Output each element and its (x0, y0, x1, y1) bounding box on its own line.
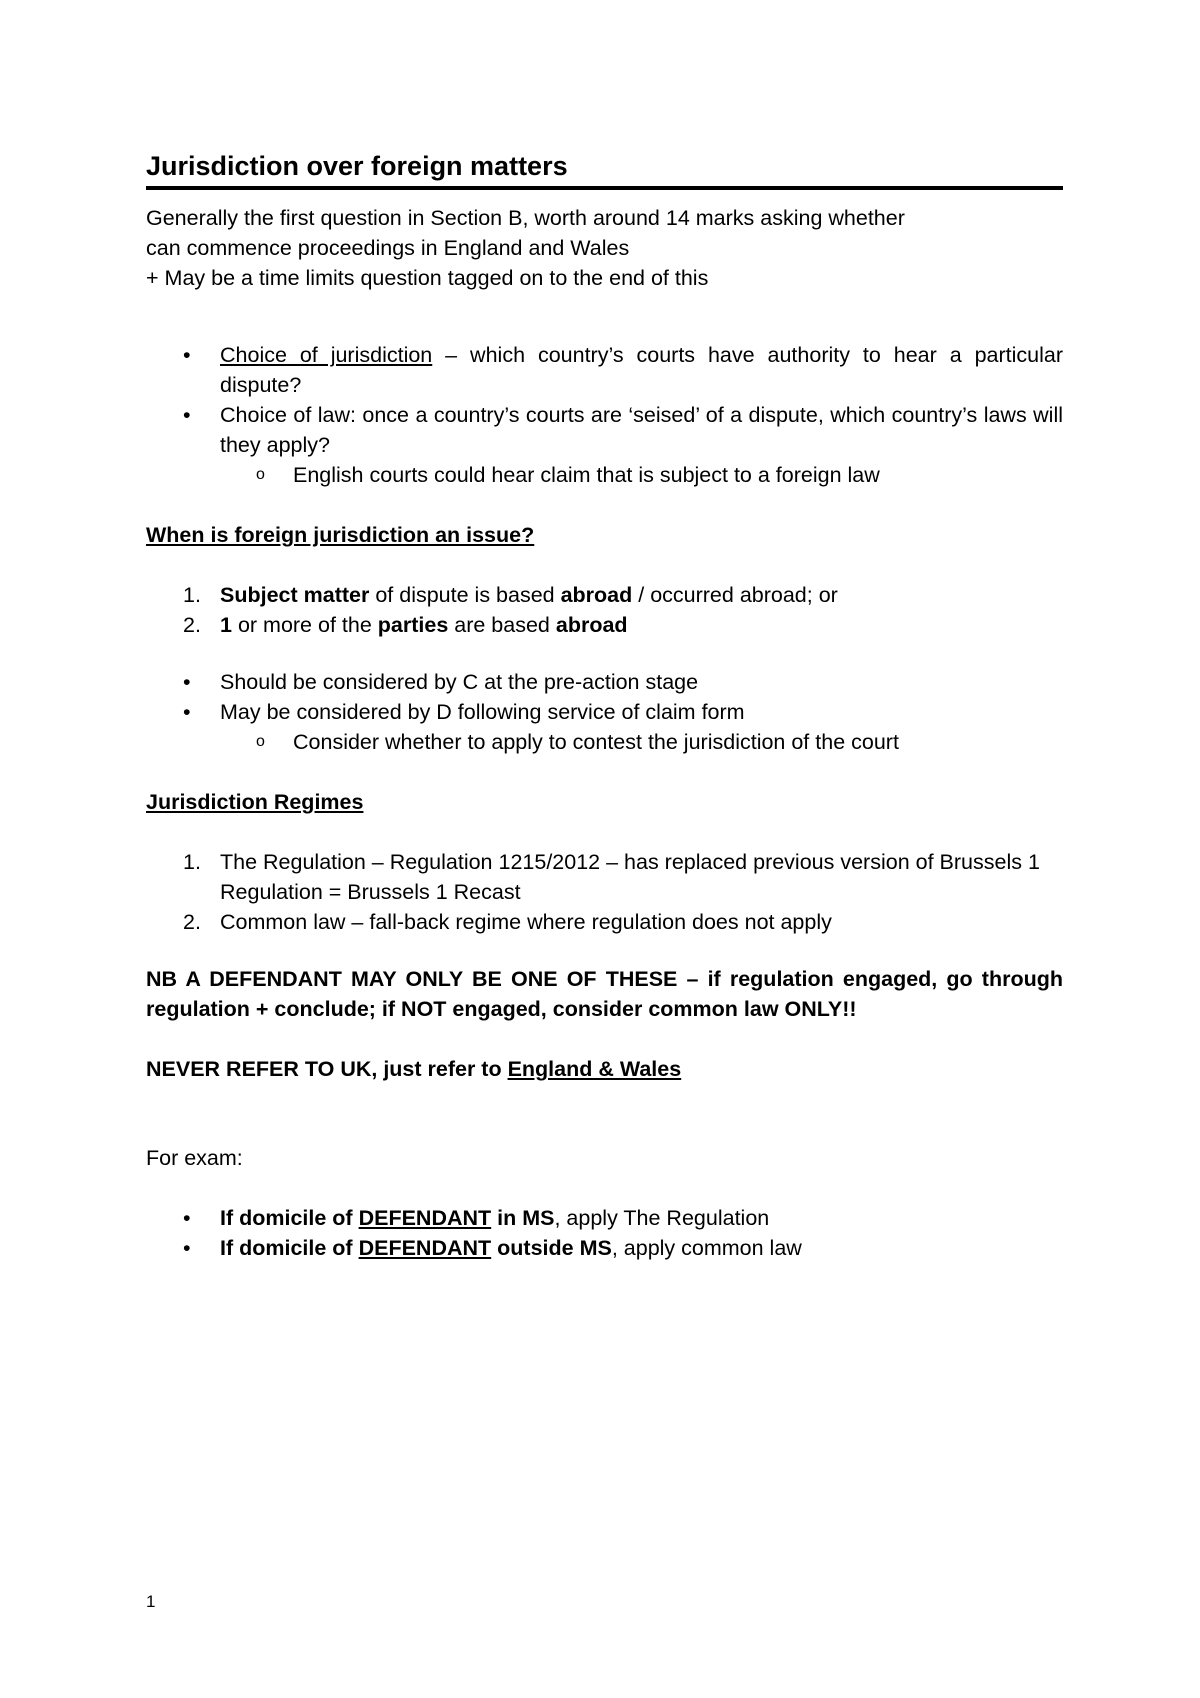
exam-list (146, 1203, 1063, 1263)
list-item (146, 340, 1063, 400)
regime-text: The Regulation – Regulation 1215/2012 – has replaced previous version of Brussels 1 Regulation = Brussels 1 Recast (220, 850, 1040, 904)
regime-text: Common law – fall-back regime where regulation does not apply (220, 910, 832, 934)
parties-text: parties (377, 613, 449, 637)
subject-matter-text: Subject matter (220, 583, 370, 607)
choice-jurisdiction-term: Choice of jurisdiction (220, 343, 433, 367)
bullet-icon: • (183, 1206, 191, 1230)
one-text: 1 (220, 613, 232, 637)
regimes-list (146, 847, 1063, 937)
regimes-section (146, 787, 1063, 817)
list-item (146, 1233, 1063, 1263)
text-span: of dispute is based (369, 583, 561, 607)
text-span: If domicile of (220, 1236, 359, 1260)
choice-law-text: Choice of law: once a country’s courts are ‘seised’ of a dispute, which country’s laws will they apply? (220, 403, 1063, 457)
list-item (146, 1203, 1063, 1233)
defendant-text: DEFENDANT (358, 1236, 492, 1260)
bullet-icon: • (183, 700, 191, 724)
sub-list-item (146, 727, 1063, 757)
bullet-text: Should be considered by C at the pre-action stage (220, 670, 699, 694)
bullet-text: May be considered by D following service of claim form (220, 700, 745, 724)
choice-jurisdiction-text: – which country’s courts have authority to hear a particular dispute? (220, 343, 1063, 397)
choice-law-subtext: English courts could hear claim that is subject to a foreign law (293, 463, 880, 487)
bullet-icon: • (183, 343, 191, 367)
page-number: 1 (146, 1592, 156, 1611)
text-span: , apply The Regulation (554, 1206, 770, 1230)
nb-paragraph (146, 964, 1063, 1024)
sub-list-item (146, 460, 1063, 490)
list-item (146, 697, 1063, 727)
bullet-icon: • (183, 1236, 191, 1260)
abroad-text: abroad (555, 613, 628, 637)
text-span: outside MS (491, 1236, 612, 1260)
sub-bullet-icon: o (256, 466, 265, 483)
intro-line-1: Generally the first question in Section B, worth around 14 marks asking whether can commence proceedings in England and Wales (146, 206, 905, 260)
list-item (146, 907, 1063, 937)
text-span: , apply common law (611, 1236, 802, 1260)
defendant-text: DEFENDANT (358, 1206, 492, 1230)
number-marker: 2. (183, 613, 201, 637)
text-span: If domicile of (220, 1206, 359, 1230)
regimes-heading: Jurisdiction Regimes (146, 790, 364, 814)
text-span: or more of the (231, 613, 378, 637)
exam-section (146, 1143, 1063, 1173)
text-span: / occurred abroad; or (632, 583, 838, 607)
bullet-icon: • (183, 670, 191, 694)
list-item (146, 610, 1063, 640)
when-numbered-list (146, 580, 1063, 640)
list-item (146, 847, 1063, 907)
list-item (146, 580, 1063, 610)
nb-text: NB A DEFENDANT MAY ONLY BE ONE OF THESE – if regulation engaged, go through regulation + conclude; if NOT engaged, consider common law ONLY!! (146, 967, 1063, 1021)
number-marker: 1. (183, 583, 201, 607)
exam-label: For exam: (146, 1146, 243, 1170)
when-section (146, 520, 1063, 550)
list-item (146, 667, 1063, 697)
when-heading: When is foreign jurisdiction an issue? (146, 523, 535, 547)
page-title: Jurisdiction over foreign matters (146, 148, 1063, 190)
text-span: are based (448, 613, 556, 637)
never-paragraph (146, 1054, 1063, 1084)
england-wales-text: England & Wales (507, 1057, 682, 1081)
number-marker: 1. (183, 850, 201, 874)
sub-bullet-icon: o (256, 733, 265, 750)
intro-line-2: + May be a time limits question tagged on to the end of this (146, 266, 709, 290)
when-bullet-list (146, 667, 1063, 757)
text-span: in MS (491, 1206, 555, 1230)
intro-paragraph (146, 203, 1063, 293)
sub-bullet-text: Consider whether to apply to contest the jurisdiction of the court (293, 730, 899, 754)
bullet-icon: • (183, 403, 191, 427)
list-item (146, 400, 1063, 460)
never-text: NEVER REFER TO UK, just refer to (146, 1057, 508, 1081)
abroad-text: abroad (560, 583, 633, 607)
number-marker: 2. (183, 910, 201, 934)
choices-list (146, 340, 1063, 490)
